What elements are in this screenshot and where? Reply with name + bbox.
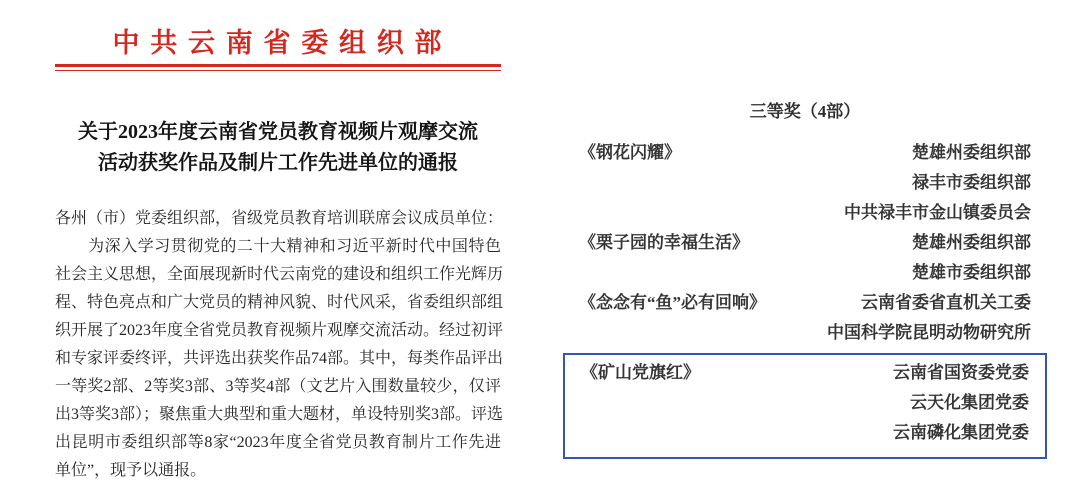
award-org: 中国科学院昆明动物研究所 [827, 323, 1031, 342]
letterhead-title: 中 共 云 南 省 委 组 织 部 [112, 28, 444, 58]
award-list-page [563, 100, 1047, 459]
award-org: 中共禄丰市金山镇委员会 [844, 203, 1031, 222]
body-line: 程、特色亮点和广大党员的精神风貌、时代风采，省委组织部组 [55, 294, 504, 311]
award-row [563, 138, 1047, 168]
award-org: 楚雄州委组织部 [912, 143, 1031, 162]
award-org: 禄丰市委组织部 [912, 173, 1031, 192]
body-line: 为深入学习贯彻党的二十大精神和习近平新时代中国特色 [55, 238, 501, 255]
body-line: 出昆明市委组织部等8家“2023年度全省党员教育制片工作先进 [55, 434, 501, 451]
highlight-box [563, 353, 1047, 459]
award-row [565, 358, 1045, 388]
award-entry [563, 288, 1047, 348]
award-row [563, 288, 1047, 318]
award-title: 《栗子园的幸福生活》 [579, 233, 749, 252]
award-org: 云南省委省直机关工委 [861, 293, 1031, 312]
document-title-line-2: 活动获奖作品及制片工作先进单位的通报 [98, 152, 458, 174]
award-entry [563, 138, 1047, 228]
notice-document-page [55, 26, 504, 485]
award-row [563, 198, 1047, 228]
award-org: 楚雄州委组织部 [912, 233, 1031, 252]
letterhead-rule [55, 64, 501, 71]
award-title: 《钢花闪耀》 [579, 143, 681, 162]
document-title [55, 117, 501, 179]
award-section-heading: 三等奖（4部） [749, 102, 861, 121]
document-title-line-1: 关于2023年度云南省党员教育视频片观摩交流 [78, 121, 478, 143]
award-row [563, 258, 1047, 288]
award-title: 《念念有“鱼”必有回响》 [579, 293, 766, 312]
body-line: 各州（市）党委组织部，省级党员教育培训联席会议成员单位： [55, 210, 504, 227]
body-line: 出3等奖3部）；聚焦重大典型和重大题材，单设特别奖3部。评选 [55, 406, 504, 423]
document-body [55, 205, 504, 485]
award-row [563, 318, 1047, 348]
body-line: 和专家评委终评，共评选出获奖作品74部。其中，每类作品评出 [55, 350, 504, 367]
body-line: 一等奖2部、2等奖3部、3等奖4部（文艺片入围数量较少，仅评 [55, 378, 501, 395]
award-org: 云天化集团党委 [910, 393, 1029, 412]
award-row [565, 418, 1045, 448]
award-org: 楚雄市委组织部 [912, 263, 1031, 282]
award-title: 《矿山党旗红》 [581, 363, 700, 382]
body-line: 织开展了2023年度全省党员教育视频片观摩交流活动。经过初评 [55, 322, 504, 339]
award-row [563, 228, 1047, 258]
award-row [565, 388, 1045, 418]
award-entry [563, 228, 1047, 288]
body-line: 单位”，现予以通报。 [55, 462, 207, 479]
award-row [563, 168, 1047, 198]
award-org: 云南省国资委党委 [893, 363, 1029, 382]
body-line: 社会主义思想，全面展现新时代云南党的建设和组织工作光辉历 [55, 266, 504, 283]
award-org: 云南磷化集团党委 [893, 423, 1029, 442]
